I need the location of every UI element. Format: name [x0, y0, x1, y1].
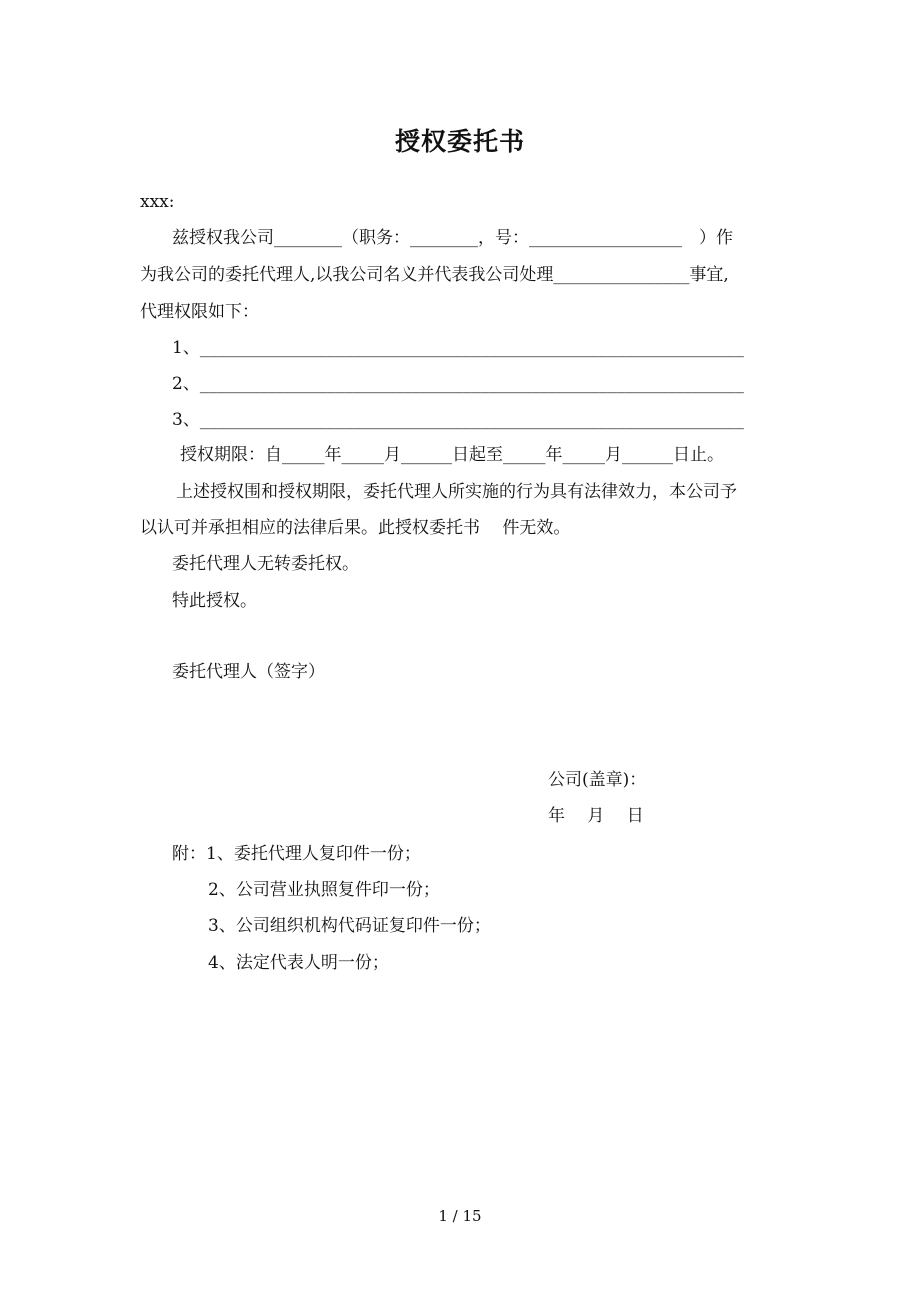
document-title: 授权委托书 [394, 127, 525, 156]
authorization-period: 授权期限：自_____年_____月______日起至_____年_____月______日止。 [180, 445, 724, 465]
agent-signature-label: 委托代理人（签字） [172, 662, 325, 682]
authorization-line-3: 代理权限如下： [140, 302, 259, 322]
permission-item-2: 2、________________________________________________________________ [172, 374, 744, 394]
attachment-item-3: 3、公司组织机构代码证复印件一份； [208, 916, 491, 936]
date-line: 年 月 日 [548, 806, 644, 826]
attachment-item-4: 4、法定代表人明一份； [208, 953, 389, 973]
authorization-line-2: 为我公司的委托代理人,以我公司名义并代表我公司处理________________事宜, [140, 265, 729, 285]
company-seal-label: 公司(盖章)： [548, 770, 647, 790]
hereby-authorized: 特此授权。 [172, 591, 257, 611]
permission-item-1: 1、________________________________________________________________ [172, 338, 744, 358]
salutation: xxx: [140, 192, 175, 212]
legal-effect-line-2: 以认可并承担相应的法律后果。此授权委托书 件无效。 [140, 518, 571, 538]
page-number: 1 / 15 [438, 1207, 482, 1225]
legal-effect-line-1: 上述授权围和授权期限，委托代理人所实施的行为具有法律效力，本公司予 [176, 482, 737, 502]
attachment-item-2: 2、公司营业执照复件印一份； [208, 880, 440, 900]
authorization-line-1: 兹授权我公司________（职务：________，号：__________________ ）作 [172, 228, 733, 248]
no-subdelegation: 委托代理人无转委托权。 [172, 554, 359, 574]
attachment-item-1: 附：1、委托代理人复印件一份； [172, 844, 421, 864]
permission-item-3: 3、________________________________________________________________ [172, 410, 744, 430]
